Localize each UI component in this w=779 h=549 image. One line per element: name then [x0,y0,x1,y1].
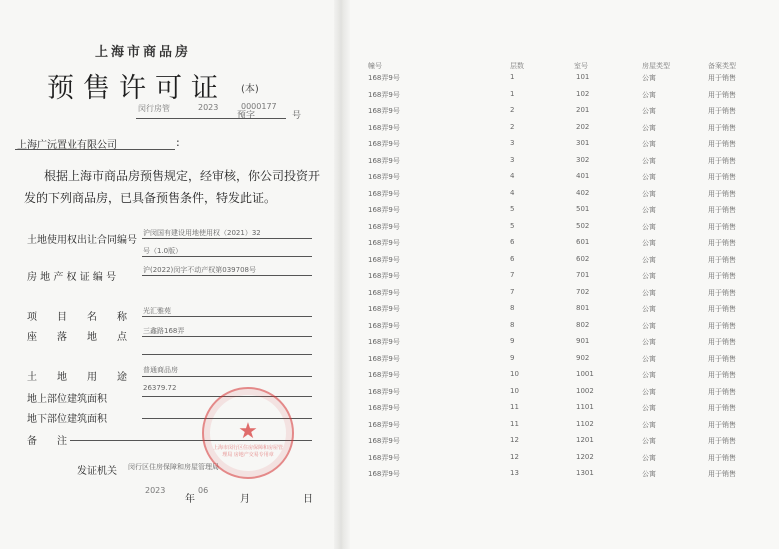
field-underline [142,316,312,317]
cell-building: 168弄9号 [368,206,400,214]
cell-building: 168弄9号 [368,387,400,396]
cell-record-type: 用于销售 [708,420,736,429]
issue-day-label: 日 [303,494,313,505]
cell-house-type: 公寓 [642,74,656,82]
cell-building: 168弄9号 [368,305,400,313]
cell-record-type: 用于销售 [708,453,736,462]
cell-floor: 9 [510,337,515,345]
field-underline [142,336,312,337]
cell-building: 168弄9号 [368,123,400,132]
cell-record-type: 用于销售 [708,90,736,99]
cell-room: 702 [576,287,590,296]
cell-house-type: 公寓 [642,239,656,247]
cell-building: 168弄9号 [368,470,400,478]
cell-room: 701 [576,271,590,279]
cell-floor: 12 [510,452,519,461]
cell-house-type: 公寓 [642,404,656,412]
field-label-property-cert: 房 地 产 权 证 编 号 [27,272,117,283]
cell-building: 168弄9号 [368,90,400,99]
cell-house-type: 公寓 [642,222,656,231]
cell-floor: 12 [510,436,519,444]
cell-floor: 6 [510,238,515,246]
cell-house-type: 公寓 [642,420,656,429]
official-seal [202,387,294,479]
book-binding [334,0,350,549]
cell-room: 601 [576,238,590,246]
cell-room: 1001 [576,370,594,378]
cell-building: 168弄9号 [368,420,400,429]
field-value-land-use: 普通商品房 [143,366,178,374]
cell-building: 168弄9号 [368,189,400,198]
cell-room: 902 [576,353,590,362]
cell-room: 102 [576,89,590,98]
cell-building: 168弄9号 [368,404,400,412]
field-value-project-name: 光汇雅苑 [143,307,171,315]
cell-record-type: 用于销售 [708,404,736,412]
cell-record-type: 用于销售 [708,371,736,379]
cell-house-type: 公寓 [642,90,656,99]
cell-room: 901 [576,337,590,345]
cell-house-type: 公寓 [642,189,656,198]
cell-floor: 11 [510,419,519,428]
field-label-underground-area: 地下部位建筑面积 [27,414,107,425]
cert-hao-label: 号 [292,111,302,121]
cell-building: 168弄9号 [368,255,400,264]
cell-room: 202 [576,122,590,131]
cell-floor: 3 [510,155,515,164]
cell-room: 302 [576,155,590,164]
cell-floor: 4 [510,188,515,197]
cell-record-type: 用于销售 [708,437,736,445]
cell-room: 1102 [576,419,594,428]
cell-house-type: 公寓 [642,288,656,297]
field-value-location: 三鑫路168弄 [143,327,185,335]
cell-house-type: 公寓 [642,107,656,115]
cell-record-type: 用于销售 [708,239,736,247]
field-underline [142,256,312,257]
header-floor: 层数 [510,62,524,70]
cell-record-type: 用于销售 [708,74,736,82]
cell-house-type: 公寓 [642,123,656,132]
cell-floor: 8 [510,320,515,329]
cell-floor: 6 [510,254,515,263]
cell-building: 168弄9号 [368,338,400,346]
cert-zi-label: 预字 [237,111,256,121]
ben-label: (本) [241,84,259,95]
certificate-paragraph: 根据上海市商品房预售规定，经审核，你公司投资开发的下列商品房，已具备预售条件，特发此证。 [24,169,321,205]
field-label-land-use: 土 地 用 途 [27,372,127,383]
header-room: 室号 [574,62,588,70]
issue-year: 2023 [145,486,166,495]
cell-floor: 1 [510,73,515,81]
cell-record-type: 用于销售 [708,272,736,280]
cell-record-type: 用于销售 [708,470,736,478]
cell-house-type: 公寓 [642,206,656,214]
cell-house-type: 公寓 [642,272,656,280]
cell-floor: 5 [510,221,515,230]
cell-building: 168弄9号 [368,156,400,165]
cell-floor: 5 [510,205,515,213]
cell-floor: 10 [510,370,519,378]
cell-building: 168弄9号 [368,453,400,462]
field-underline [142,275,312,276]
cell-room: 1301 [576,469,594,477]
cell-floor: 7 [510,271,515,279]
cell-floor: 4 [510,172,515,180]
cell-building: 168弄9号 [368,321,400,330]
cell-record-type: 用于销售 [708,338,736,346]
cert-number-underline [136,118,286,119]
header-house-type: 房屋类型 [642,62,670,70]
cell-house-type: 公寓 [642,437,656,445]
field-label-location: 座 落 地 点 [27,332,127,343]
cell-building: 168弄9号 [368,239,400,247]
cell-floor: 9 [510,353,515,362]
cell-record-type: 用于销售 [708,222,736,231]
cell-room: 1002 [576,386,594,395]
cell-house-type: 公寓 [642,354,656,363]
cell-house-type: 公寓 [642,321,656,330]
cell-house-type: 公寓 [642,255,656,264]
cell-house-type: 公寓 [642,387,656,396]
city-title: 上海市商品房 [95,45,192,60]
field-label-land-contract: 土地使用权出让合同编号 [27,235,137,246]
certificate-right-page [342,0,779,549]
cell-record-type: 用于销售 [708,107,736,115]
cell-house-type: 公寓 [642,140,656,148]
cell-house-type: 公寓 [642,338,656,346]
cell-room: 401 [576,172,590,180]
cell-floor: 7 [510,287,515,296]
cell-record-type: 用于销售 [708,173,736,181]
cell-record-type: 用于销售 [708,123,736,132]
issuer-value: 闵行区住房保障和房屋管理局 [128,463,219,471]
cell-building: 168弄9号 [368,272,400,280]
cell-floor: 13 [510,469,519,477]
cell-building: 168弄9号 [368,173,400,181]
cell-floor: 8 [510,304,515,312]
issue-month-label: 月 [240,494,250,505]
cell-room: 1201 [576,436,594,444]
certificate-left-page [0,0,342,549]
issuer-label: 发证机关 [77,466,117,477]
cell-room: 802 [576,320,590,329]
cell-building: 168弄9号 [368,74,400,82]
cell-floor: 2 [510,122,515,131]
cell-house-type: 公寓 [642,156,656,165]
cell-record-type: 用于销售 [708,321,736,330]
cell-building: 168弄9号 [368,140,400,148]
cell-building: 168弄9号 [368,288,400,297]
cell-record-type: 用于销售 [708,189,736,198]
cell-record-type: 用于销售 [708,305,736,313]
company-underline [15,149,175,150]
field-label-above-ground-area: 地上部位建筑面积 [27,394,107,405]
certificate-title: 预售许可证 [47,73,227,104]
cell-building: 168弄9号 [368,437,400,445]
cell-house-type: 公寓 [642,453,656,462]
field-label-remarks: 备 注 [27,436,67,447]
cell-floor: 10 [510,386,519,395]
cell-room: 201 [576,106,590,114]
cell-room: 1202 [576,452,594,461]
cell-house-type: 公寓 [642,371,656,379]
cell-room: 1101 [576,403,594,411]
cell-record-type: 用于销售 [708,156,736,165]
cell-room: 602 [576,254,590,263]
company-name: 上海广沅置业有限公司 [17,140,117,151]
cell-room: 502 [576,221,590,230]
cell-record-type: 用于销售 [708,387,736,396]
cell-room: 801 [576,304,590,312]
cell-record-type: 用于销售 [708,354,736,363]
seal-star-icon: ★ [238,419,258,444]
cell-house-type: 公寓 [642,305,656,313]
field-label-project-name: 项 目 名 称 [27,312,127,323]
header-building: 幢号 [368,62,382,70]
field-underline [142,376,312,377]
seal-text: 上海市闵行区住房保障和房屋管理局 房地产交易专用章 [212,445,283,458]
company-colon: : [176,136,180,149]
field-value-land-contract: 沪闵国有建设用地使用权（2021）32 [143,229,261,237]
field-value-above-ground-area: 26379.72 [143,384,177,392]
cell-floor: 1 [510,89,515,98]
cell-house-type: 公寓 [642,173,656,181]
issue-month: 06 [198,486,209,495]
cell-floor: 3 [510,139,515,147]
cell-record-type: 用于销售 [708,206,736,214]
cell-house-type: 公寓 [642,470,656,478]
cell-floor: 11 [510,403,519,411]
cell-building: 168弄9号 [368,222,400,231]
cert-number: 0000177 [241,102,277,111]
cert-year: 2023 [198,103,219,112]
field-value-land-contract-2: 号（1.0版） [143,247,183,255]
cell-building: 168弄9号 [368,371,400,379]
issue-year-label: 年 [185,494,195,505]
cell-building: 168弄9号 [368,354,400,363]
cell-building: 168弄9号 [368,107,400,115]
cert-district-prefix: 闵行房管 [138,104,170,113]
field-value-property-cert: 沪(2022)闵字不动产权第039708号 [143,266,256,274]
cell-room: 402 [576,188,590,197]
cell-room: 101 [576,73,590,81]
cell-record-type: 用于销售 [708,140,736,148]
cell-room: 301 [576,139,590,147]
cell-floor: 2 [510,106,515,114]
cell-record-type: 用于销售 [708,255,736,264]
field-underline [142,354,312,355]
cell-room: 501 [576,205,590,213]
field-underline [142,238,312,239]
header-record-type: 备案类型 [708,62,736,70]
cell-record-type: 用于销售 [708,288,736,297]
